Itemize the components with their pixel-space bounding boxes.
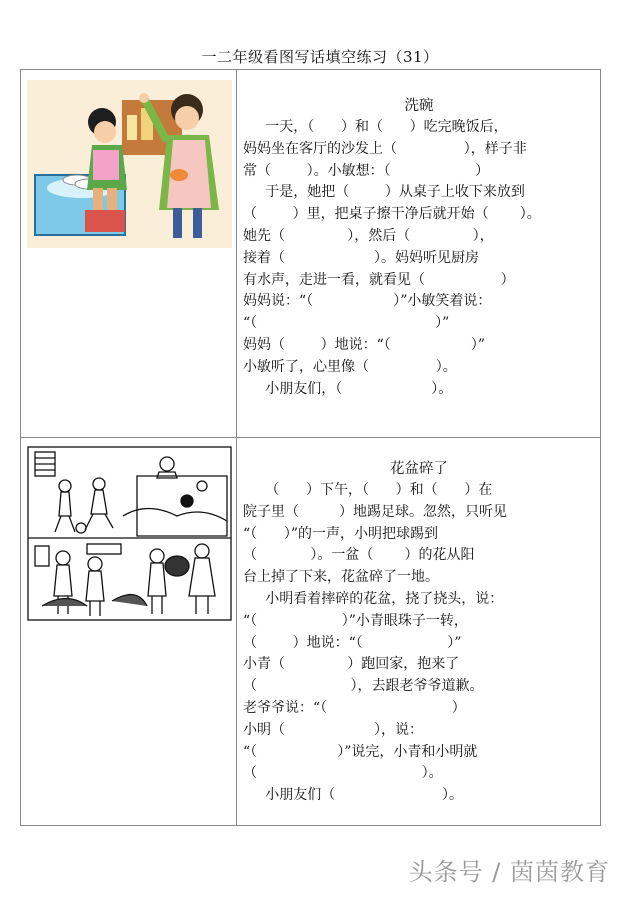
story-2-line: 院子里（ ）地踢足球。忽然，只听见: [243, 503, 508, 520]
story-2-heading: 花盆碎了: [390, 461, 448, 477]
story-2-line: 小青（ ）跑回家，抱来了: [243, 656, 460, 673]
story-1-line: 于是，她把（ ）从桌子上收下来放到: [243, 184, 525, 201]
story-2-line: “（ ）”说完，小青和小明就: [243, 743, 478, 760]
story-2-line: “（ ）”的一声，小明把球踢到: [243, 525, 439, 542]
story-2-line: 小朋友们（ ）。: [243, 787, 464, 804]
story-2-broken-flowerpot: [243, 458, 595, 807]
story-1-washing-dishes: [243, 95, 595, 400]
story-1-line: “（ ）”: [243, 315, 450, 332]
story-1-line: 小朋友们，（ ）。: [243, 380, 453, 397]
broken-flowerpot-illustration: [27, 446, 232, 621]
column-divider: [236, 70, 237, 825]
story-2-line: （ ）地说：“（ ）”: [243, 634, 462, 651]
story-1-line: 她先（ ），然后（ ），: [243, 227, 494, 244]
story-2-line: （ ），去跟老爷爷道歉。: [243, 678, 484, 695]
watermark: 头条号 / 茵茵教育: [408, 858, 610, 886]
story-1-line: 常（ ）。小敏想：（ ）: [243, 162, 490, 179]
story-1-line: 妈妈坐在客厅的沙发上（ ），样子非: [243, 140, 527, 157]
story-2-line: 老爷爷说：“（ ）: [243, 699, 466, 716]
story-2-line: 小明（ ），说：: [243, 721, 424, 738]
story-1-line: 小敏听了，心里像（ ）。: [243, 358, 457, 375]
story-1-line: 一天，（ ）和（ ）吃完晚饭后，: [243, 119, 508, 135]
story-2-line: 小明看着摔碎的花盆，挠了挠头，说：: [243, 590, 504, 607]
story-2-line: 台上掉了下来，花盆碎了一地。: [243, 569, 439, 586]
story-1-heading: 洗碗: [404, 98, 434, 114]
story-1-line: 有水声，走进一看，就看见（ ）: [243, 271, 515, 288]
worksheet-table: [20, 69, 601, 826]
dishwashing-illustration: [27, 80, 232, 248]
story-1-line: 接着（ ）。妈妈听见厨房: [243, 249, 480, 266]
row-divider: [21, 437, 600, 438]
story-2-line: （ ）下午，（ ）和（ ）在: [243, 482, 493, 498]
story-1-line: 妈妈（ ）地说：“（ ）”: [243, 336, 486, 353]
story-1-line: （ ）里，把桌子擦干净后就开始（ ）。: [243, 206, 541, 223]
story-1-line: 妈妈说：“（ ）”小敏笑着说：: [243, 293, 492, 310]
story-2-line: （ ）。: [243, 765, 443, 782]
worksheet-title: 一二年级看图写话填空练习（31）: [201, 48, 439, 66]
story-2-line: （ ）。一盆（ ）的花从阳: [243, 547, 475, 564]
story-2-line: “（ ）”小青眼珠子一转，: [243, 612, 468, 629]
